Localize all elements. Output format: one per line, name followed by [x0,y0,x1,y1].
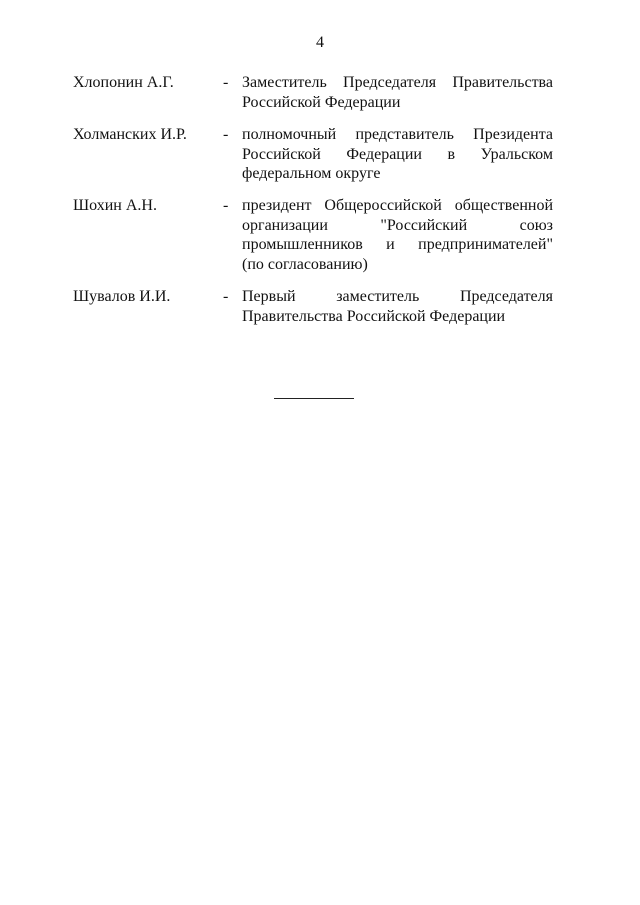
closing-rule [274,398,354,399]
person-name: Хлопонин А.Г. [73,74,174,91]
page-number: 4 [316,34,324,51]
position-description [242,196,553,274]
description-line: (по согласованию) [242,255,368,273]
description-line: Правительства Российской Федерации [242,307,506,325]
description-line: Российской Федерации в Уральском [242,145,553,163]
position-description [242,287,553,326]
description-line: Российской Федерации [242,93,401,111]
position-description [242,125,553,184]
description-line: Заместитель Председателя Правительства [242,74,553,91]
position-description [242,73,553,112]
description-line: полномочный представитель Президента [242,126,553,143]
description-line: промышленников и предпринимателей" [242,236,553,253]
dash-separator: - [223,288,229,305]
description-line: организации "Российский союз [242,216,553,234]
dash-separator: - [223,197,229,214]
person-name: Шохин А.Н. [73,197,157,214]
description-line: федеральном округе [242,165,381,182]
description-line: президент Общероссийской общественной [242,197,553,214]
person-name: Шувалов И.И. [73,288,171,305]
person-name: Холманских И.Р. [73,126,187,143]
dash-separator: - [223,74,229,91]
dash-separator: - [223,126,229,143]
description-line: Первый заместитель Председателя [242,288,553,305]
